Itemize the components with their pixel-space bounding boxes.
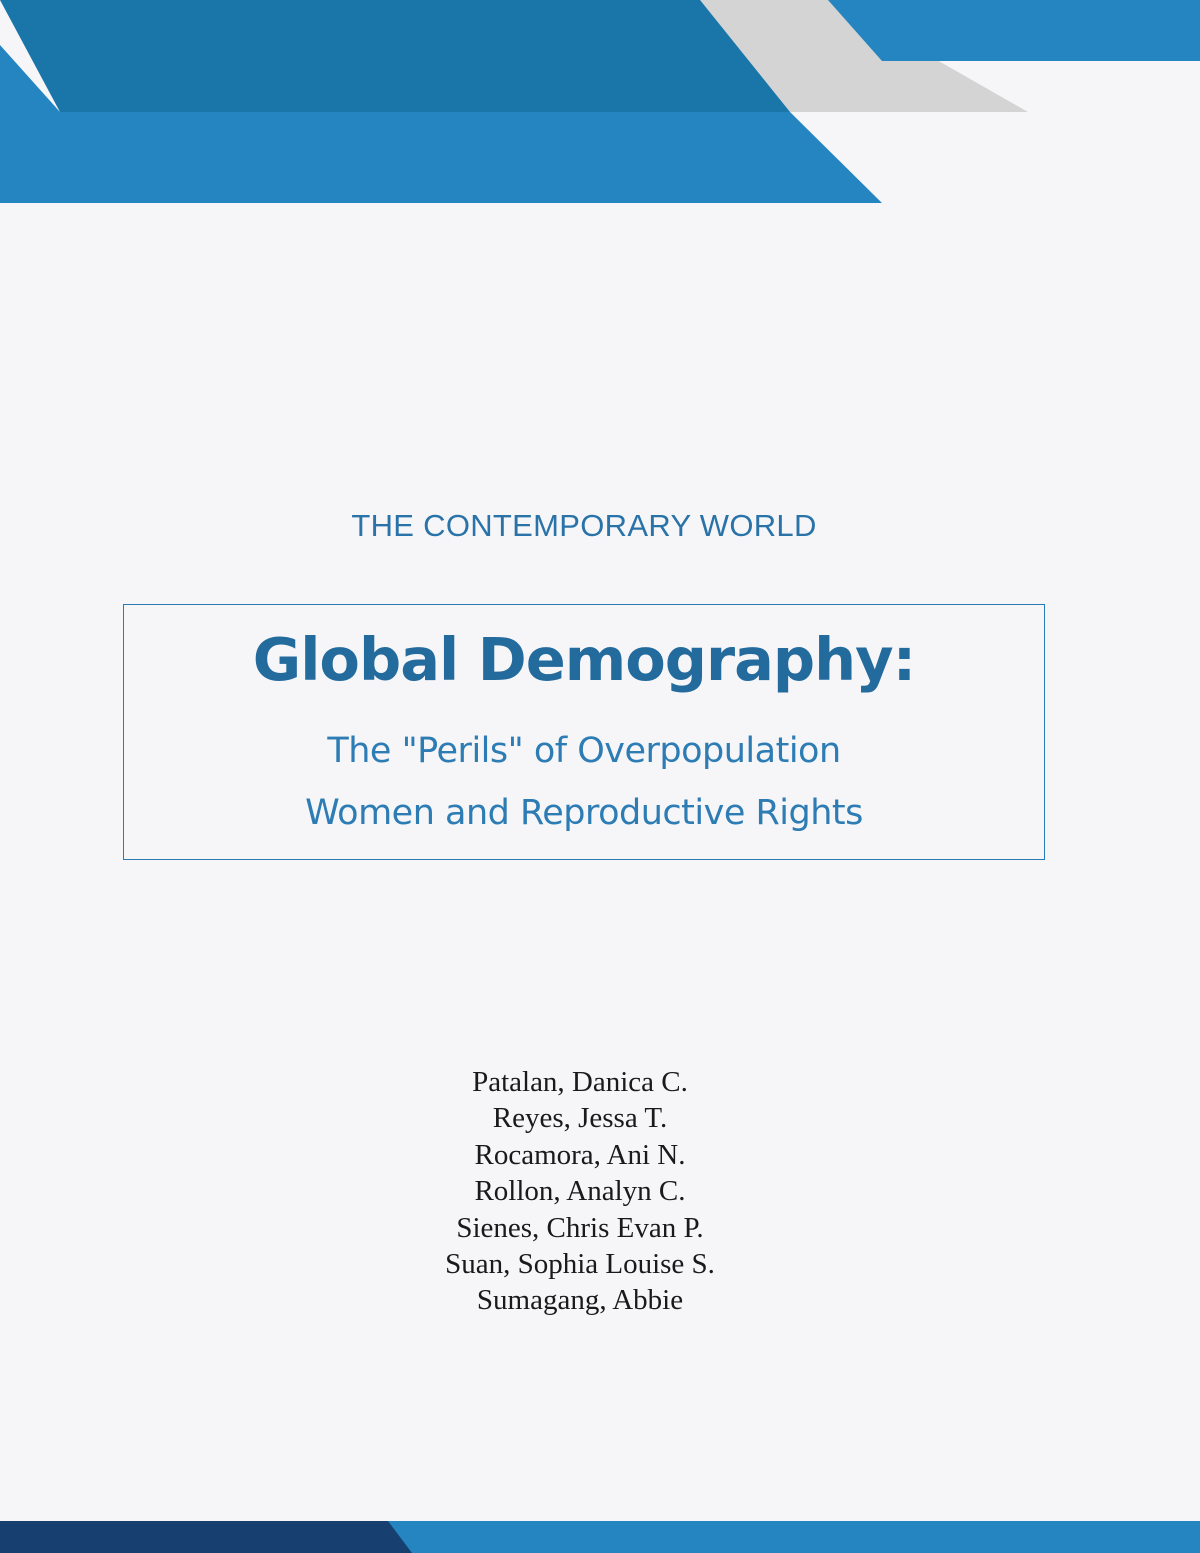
bottom-band-dark (0, 1521, 412, 1553)
banner-dark-stripe (0, 0, 790, 112)
top-banner-decoration (0, 0, 1200, 210)
bottom-band-decoration (0, 1521, 1200, 1553)
subtitle-overpopulation: The "Perils" of Overpopulation (327, 731, 841, 771)
author-name: Patalan, Danica C. (472, 1066, 688, 1098)
author-name: Suan, Sophia Louise S. (445, 1248, 715, 1281)
author-name: Reyes, Jessa T. (492, 1102, 668, 1135)
course-label: THE CONTEMPORARY WORLD (351, 508, 817, 543)
author-list (380, 1064, 780, 1319)
title-box (123, 604, 1045, 860)
subtitle-reproductive-rights: Women and Reproductive Rights (305, 793, 863, 833)
banner-right-strip (828, 0, 1200, 61)
author-name: Sumagang, Abbie (476, 1284, 684, 1317)
main-title: Global Demography: (252, 625, 916, 694)
author-name: Rollon, Analyn C. (474, 1175, 686, 1208)
author-name: Sienes, Chris Evan P. (456, 1211, 704, 1244)
author-name: Rocamora, Ani N. (474, 1138, 686, 1171)
